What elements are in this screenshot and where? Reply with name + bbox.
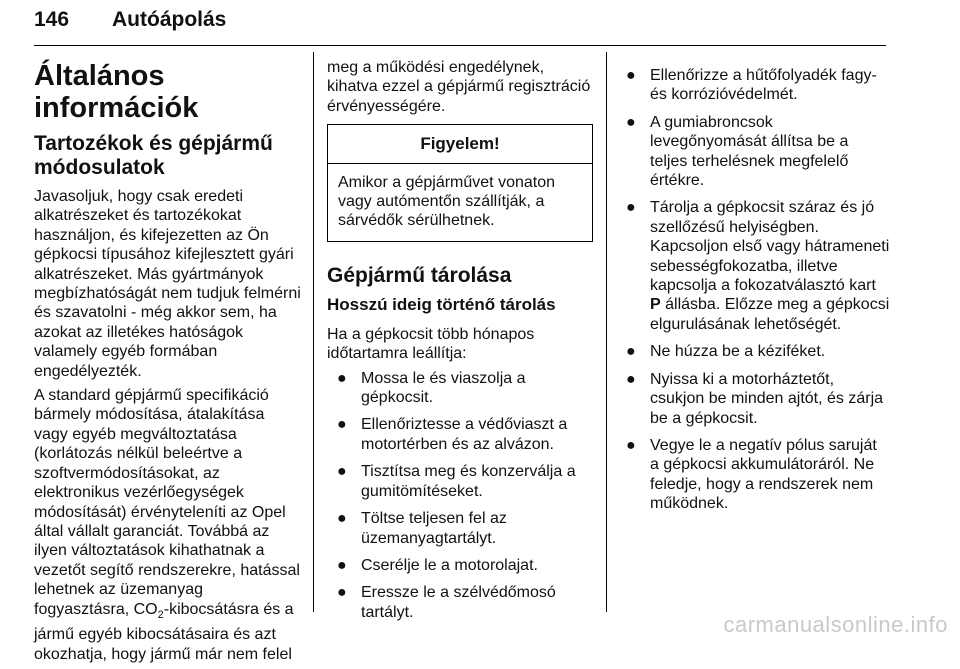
- paragraph-modifications: [34, 386, 302, 664]
- list-item: ● Nyissa ki a motorháztetőt, csukjon be minden ajtót, és zárja be a gépkocsit.: [626, 370, 884, 427]
- gear-position-p: P: [650, 296, 661, 314]
- list-item: ● Tárolja a gépkocsit száraz és jó szellőzésű helyiségben. Kapcsoljon első vagy hátrameneti sebességfokozatba, illetve kapcsolja a fokozatválasztó kart P állásba. Előzze meg a gépkocsi elgurulásának lehetőségét.: [626, 199, 890, 333]
- bullet-icon: ●: [626, 67, 636, 84]
- bullet-icon: ●: [626, 343, 636, 361]
- bullet-icon: ●: [337, 369, 347, 387]
- bullet-icon: ●: [626, 199, 636, 217]
- list-item: ● Eressze le a szélvédőmosó tartályt.: [337, 584, 556, 621]
- list-item: ● Ellenőriztesse a védőviaszt a motortérben és az alvázon.: [337, 416, 568, 453]
- bullet-icon: ●: [337, 416, 347, 434]
- column-divider-1: [313, 52, 314, 612]
- bullet-icon: ●: [337, 510, 347, 528]
- warning-box: [327, 124, 593, 242]
- list-item: ● Tisztítsa meg és konzerválja a gumitömítéseket.: [337, 463, 576, 500]
- column-divider-2: [606, 52, 607, 612]
- page-title: Általános információk: [34, 60, 199, 124]
- column-3: [618, 66, 890, 522]
- subheading-long-term: Hosszú ideig történő tárolás: [327, 294, 556, 314]
- page-header: [34, 6, 886, 38]
- paragraph-genuine-parts: Javasoljuk, hogy csak eredeti alkatrészeket és tartozékokat használjon, és kifejezetten az Ön gépkocsi típusához kifejlesztett gyári alkatrészeket. Más gyártmányok megbízhatóságát nem tudjuk felmérni és szavatolni - még akkor sem, ha azokat az illetékes hatóságok valamely egyéb formában engedélyezték.: [34, 188, 301, 380]
- column-2: [327, 58, 593, 630]
- section-title: Autóápolás: [112, 8, 227, 31]
- continuation-text: meg a működési engedélynek, kihatva ezzel a gépjármű regisztráció érvényességére.: [327, 59, 591, 115]
- header-rule: [34, 45, 886, 46]
- list-item: ● Ellenőrizze a hűtőfolyadék fagy- és korrózióvédelmét.: [626, 67, 877, 104]
- column-1: [34, 58, 302, 669]
- page-number: 146: [34, 8, 70, 31]
- list-item: ● A gumiabroncsok levegőnyomását állítsa be a teljes terhelésnek megfelelő értékre.: [626, 113, 849, 190]
- list-item: ● Töltse teljesen fel az üzemanyagtartályt.: [337, 510, 507, 547]
- storage-list-continued: [618, 66, 890, 514]
- heading-storage: Gépjármű tárolása: [327, 263, 512, 287]
- subtitle-accessories: Tartozékok és gépjármű módosulatok: [34, 132, 273, 179]
- bullet-icon: ●: [337, 463, 347, 481]
- storage-intro: Ha a gépkocsit több hónapos időtartamra leállítja:: [327, 325, 535, 363]
- modifications-text: A standard gépjármű specifikáció bármely módosítása, átalakítása vagy egyéb megváltoztatása (korlátozás nélkül beleértve a szoftvermódosításokat, az elektronikus vezérlőegységek módosítását) érvényteleníti az Opel által vállalt garanciát. Továbbá az ilyen változtatások kihathatnak a vezetőt segítő rendszerekre, hatással lehetnek az üzemanyag fogyasztásra, CO: [34, 387, 300, 618]
- list-item: ● Cserélje le a motorolajat.: [337, 556, 538, 574]
- co2-subscript: 2: [157, 608, 164, 621]
- storage-list: [327, 369, 593, 622]
- warning-title: Figyelem!: [328, 125, 592, 163]
- bullet-icon: ●: [626, 436, 636, 454]
- bullet-icon: ●: [626, 113, 636, 131]
- list-item: ● Vegye le a negatív pólus saruját a gépkocsi akkumulátoráról. Ne feledje, hogy a rendszerek nem működnek.: [626, 436, 877, 513]
- bullet-icon: ●: [337, 556, 347, 574]
- bullet-icon: ●: [337, 584, 347, 602]
- list-item: ● Mossa le és viaszolja a gépkocsit.: [337, 369, 526, 407]
- modifications-text-cont: -kibocsátásra és a jármű egyéb kibocsátásaira és azt okozhatja, hogy jármű már nem felel: [34, 600, 294, 663]
- list-item: ● Ne húzza be a kéziféket.: [626, 343, 826, 361]
- warning-body: Amikor a gépjárművet vonaton vagy autómentőn szállítják, a sárvédők sérülhetnek.: [338, 173, 555, 230]
- watermark: carmanualsonline.info: [723, 612, 948, 637]
- bullet-icon: ●: [626, 370, 636, 388]
